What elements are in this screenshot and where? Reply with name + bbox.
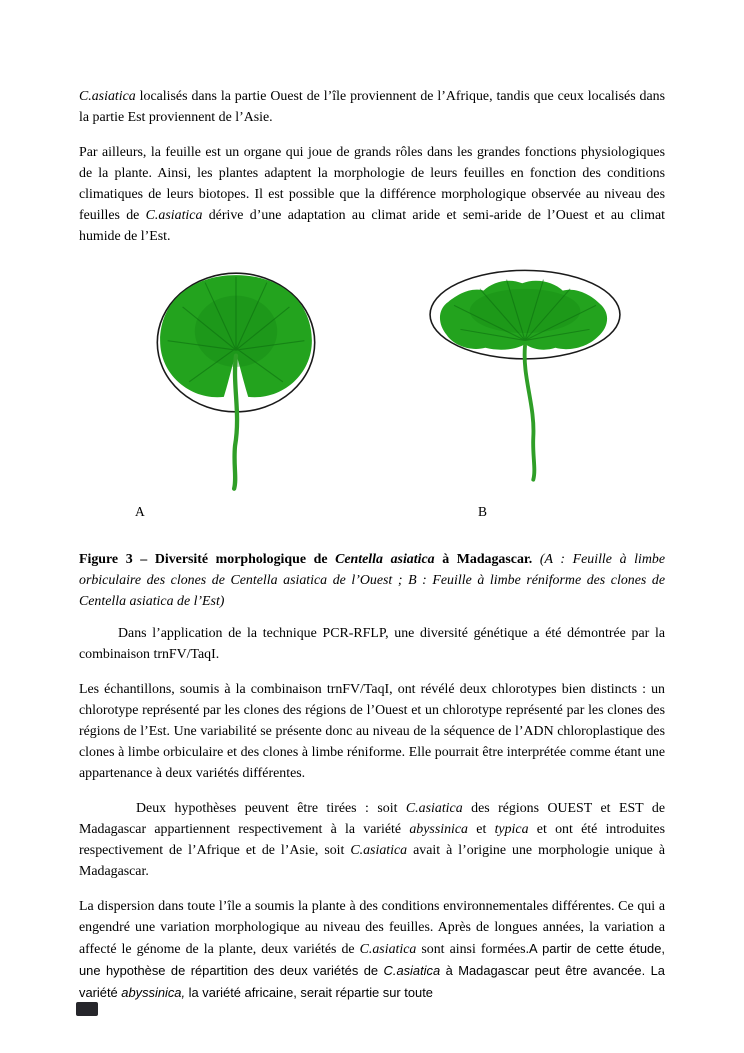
- leaf-photo-a: [147, 261, 325, 499]
- footer-artifact: [76, 1002, 98, 1016]
- text-run: la variété africaine, serait répartie sur toute: [185, 985, 433, 1000]
- paragraph: [79, 86, 665, 128]
- paragraph: [79, 798, 665, 882]
- leaf-photo-b: [419, 265, 631, 485]
- figure-label-b: B: [478, 504, 488, 519]
- figure-labels-row: [79, 501, 665, 522]
- paragraph: [79, 896, 665, 1004]
- figure-caption: [79, 549, 665, 612]
- text-run: Deux hypothèses peuvent être tirées : soit: [136, 801, 406, 816]
- text-run: abyssinica,: [121, 985, 186, 1000]
- text-run: et ont été introduites respectivement de l’Afrique et de l’Asie, soit: [79, 822, 665, 858]
- text-run: Par ailleurs, la feuille est un organe qui joue de grands rôles dans les grandes fonctions physiologiques de la plante. Ainsi, les plantes adaptent la morphologie de leurs feuilles en fonction des conditions climatiques de leurs biotopes. Il est possible que la différence morphologique observée au niveau des feuilles de: [79, 145, 665, 223]
- figure-label-a: A: [135, 504, 145, 519]
- text-run: C.asiatica: [350, 843, 408, 858]
- text-run: typica: [494, 822, 529, 837]
- text-run: C.asiatica: [405, 801, 463, 816]
- figure-images-row: [79, 261, 665, 501]
- text-run: Les échantillons, soumis à la combinaison trnFV/TaqI, ont révélé deux chlorotypes bien distincts : un chlorotype représenté par les clones des régions de l’Ouest et un chlorotype représenté par les clones des régions de l’Est. Une variabilité se présente donc au niveau de la séquence de l’ADN chloroplastique des clones à limbe orbiculaire et des clones à limbe réniforme. Elle pourrait être interprétée comme étant une appartenance à deux variétés différentes.: [79, 682, 665, 781]
- paragraph: [79, 142, 665, 247]
- text-run: (A : Feuille à limbe orbiculaire des clones de Centella asiatica de l’Ouest ; B : Feuille à limbe réniforme des clones de Centella asiatica de l’Est): [79, 552, 665, 609]
- text-run: localisés dans la partie Ouest de l’île proviennent de l’Afrique, tandis que ceux localisés dans la partie Est proviennent de l’Asie.: [79, 89, 665, 125]
- paragraph: [79, 623, 665, 665]
- body-section: [79, 623, 665, 1004]
- text-run: Centella asiatica: [335, 552, 435, 567]
- text-run: A partir de cette étude, une hypothèse de répartition des deux variétés de: [79, 941, 665, 978]
- text-run: à Madagascar peut être avancée. La variété: [79, 963, 665, 1000]
- text-run: abyssinica: [409, 822, 469, 837]
- text-run: C.asiatica: [79, 89, 136, 104]
- leaf-stem-a: [234, 356, 237, 489]
- text-run: et: [468, 822, 495, 837]
- text-run: C.asiatica: [359, 942, 417, 957]
- text-run: La dispersion dans toute l’île a soumis la plante à des conditions environnementales différentes. Ce qui a engendré une variation morphologique au niveau des feuilles. Après de longues années, la variation a affecté le génome de la plante, deux variétés de: [79, 899, 665, 957]
- text-run: avait à l’origine une morphologie unique à Madagascar.: [79, 843, 665, 879]
- text-run: des régions OUEST et EST de Madagascar appartiennent respectivement à la variété: [79, 801, 665, 837]
- text-run: Dans l’application de la technique PCR-RFLP, une diversité génétique a été démontrée par la combinaison trnFV/TaqI.: [79, 626, 665, 662]
- intro-section: [79, 86, 665, 247]
- text-run: Figure 3 – Diversité morphologique de: [79, 552, 336, 567]
- paragraph: [79, 679, 665, 784]
- text-run: à Madagascar.: [434, 552, 540, 567]
- text-run: C.asiatica: [145, 208, 203, 223]
- text-run: dérive d’une adaptation au climat aride et semi-aride de l’Ouest et au climat humide de l’Est.: [79, 208, 665, 244]
- text-run: C.asiatica: [383, 963, 441, 978]
- leaf-stem-b: [525, 346, 535, 480]
- text-run: sont ainsi formées.: [416, 942, 530, 957]
- figure-3: [79, 261, 665, 522]
